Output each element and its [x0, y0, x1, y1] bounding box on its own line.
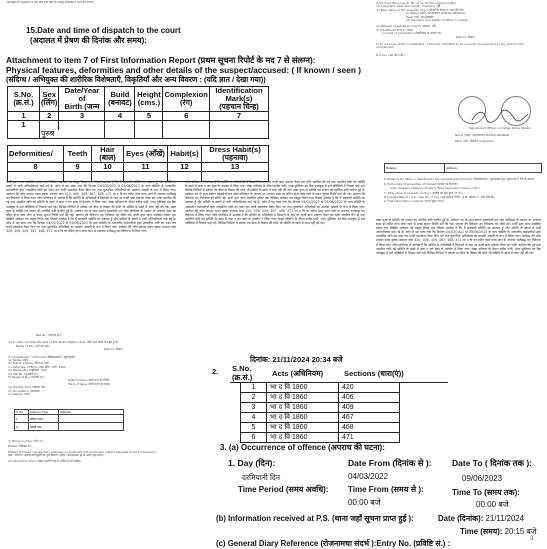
th-dress: Dress Habit(s) (पहनावा) — [202, 146, 269, 163]
date-from-value: 04/03/2022 — [348, 472, 389, 481]
date-from-label: Date From (दिनांक से ): — [348, 458, 432, 468]
item-15-title: 15.Date and time of dispatch to the court — [26, 26, 181, 35]
date-to-value: 09/06/2023 — [462, 474, 503, 483]
acts-table — [230, 364, 448, 383]
relation-table: Relation Address — [384, 163, 542, 173]
th-teeth: Teeth — [64, 146, 92, 163]
info-received-date: Date (दिनांक): 21/11/2024 — [438, 514, 524, 523]
officer-signature — [470, 108, 530, 124]
table-row: 6 भा द वि 1860 471 — [241, 433, 400, 443]
date-to-label: Date To ( दिनांक तक ): — [452, 458, 533, 468]
acts-th-sno: S.No.(क्र.सं.) — [230, 364, 270, 383]
day-value: दरमियानी दिन — [242, 473, 281, 482]
fir-text-column-3: उक्त कृत्य से समिति एवं शासन को आर्थिक क्षति कारित हुई है। आवेदन पत्र के साथ संलग्न दस्तावेजों एवं जाँच प्रतिवेदन के आधार पर अपराध सदर का घटित होना पाया जाने से प्रथम सूचना रिपोर्ट दर्ज की गई। प्रकरण की विवेचना उप निरीक्षक को सौंपी गई। प्रार्थी द्वारा थाना उपस्थित होकर एक लिखित आवेदन पत्र प्रस्तुत किया गया जिसमें उल्लेख है कि मैं सहकारी समिति का प्रबंधक हूँ और समिति के खातों में भारी अनियमितता पाई गई है। जाँच में यह पाया गया कि दिनांक 04/03/2022 से 09/06/2023 के मध्य समिति के तत्कालीन कर्मचारियों द्वारा शासकीय राशि का गबन कर फर्जी दस्तावेज तैयार किए गए तथा कूटरचित अभिलेखों का उपयोग असली के रूप में किया गया। आवेदन की जाँच उपरांत प्रथम दृष्टया अपराध धारा 420, 406, 409, 467, 468, 471 भा द वि का घटित होना पाया जाने से अपराध पंजीबद्ध कर विवेचना में लिया गया। जाँच प्रतिवेदन में उल्लेख है कि समिति के अभिलेखों में किसानों के नाम पर फर्जी ऋण प्रकरण तैयार कर राशि आहरित की गई तथा आहरित राशि को समिति के खाते में जमा न कर स्वयं के उपयोग में लिया गया। लेखा परीक्षण के दौरान स्टॉक पंजी, नगद पुस्तिका एवं बैंक पासबुक में दर्ज प्रविष्टियों में भिन्नता पाई गई। विभिन्न तिथियों में उर्वरक एवं बीज के विक्रय की राशि भी समिति के खाते में जमा नहीं की गई। — [376, 218, 541, 255]
th-sex: Sex (लिंग) — [40, 87, 59, 112]
th-deformities: Deformities/ — [8, 146, 64, 163]
th-habits: Habit(s) — [168, 146, 202, 163]
item-15-subtitle: (अदालत में प्रेषण की दिनांक और समय): — [30, 36, 147, 45]
col-num: 5 — [135, 112, 163, 121]
acts-number: 2. — [212, 367, 219, 376]
col-num: 12 — [168, 163, 202, 172]
cut-off-line: (अभियुक्त या अनुसंधान में पाए जाने वाले लोगों के विरुद्ध कार्यवाही न करने का कारण) — [6, 1, 94, 4]
table-row: 4 भा द वि 1860 467 — [241, 413, 400, 423]
accused-features-table — [7, 86, 269, 139]
th-hair: Hair (बाल) — [92, 146, 124, 163]
gd-reference-label: (c) General Diary Reference (रोजनामचा संदर्भ ):Entry No. (प्रविष्टि सं.) : — [216, 539, 451, 548]
table-row: 1 भा द वि 1860 420 — [241, 383, 400, 393]
col-num: 10 — [92, 163, 124, 172]
page-number: 3 — [530, 536, 534, 542]
time-from-label: Time From (समय से ): — [348, 485, 424, 494]
th-build: Build (बनावट) — [105, 87, 135, 112]
col-num: 8 — [8, 163, 64, 172]
col-num: 3 — [59, 112, 105, 121]
table-row: 2 भा द वि 1860 406 — [241, 393, 400, 403]
attachment-sub-hindi: (संदिग्ध / अभियुक्त की शारीरिक विशेषताएँ, विकृतियाँ और अन्य विवरण : (यदि ज्ञात / देखा गया)) — [6, 75, 266, 84]
complainant-details-2: (j) Phone number (फोन नं.): Mobile (मोबाइल सं.): Details of known / suspected / unknown accused with full particulars (attach separate sheet if necessary): ज्ञात / संदिग्ध / अज्ञात अभियुक्तों का पूर्ण विवरण, सहित (आवश्यकता हो तो अलग पृष्ठ लगाएं): Accused More Than (अज्ञात आरोपी एक से अधिक हो तो संख्या): — [8, 439, 157, 463]
th-eyes: Eyes (आँखें) — [124, 146, 168, 163]
col-num: 1 — [8, 112, 40, 121]
signature-label: Signature of Officer in charge, Police Station — [469, 126, 531, 130]
col-num: 4 — [105, 112, 135, 121]
occurrence-title: 3. (a) Occurrence of offence (अपराध की घटना): — [220, 443, 385, 452]
table-row: 5 भा द वि 1860 468 — [241, 423, 400, 433]
fir-text-column-1: प्रार्थी द्वारा थाना उपस्थित होकर एक लिखित आवेदन पत्र प्रस्तुत किया गया जिसमें उल्लेख है कि मैं सहकारी समिति का प्रबंधक हूँ और समिति के खातों में भारी अनियमितता पाई गई है। जाँच में यह पाया गया कि दिनांक 04/03/2022 से 09/06/2023 के मध्य समिति के तत्कालीन कर्मचारियों द्वारा शासकीय राशि का गबन कर फर्जी दस्तावेज तैयार किए गए तथा कूटरचित अभिलेखों का उपयोग असली के रूप में किया गया। आवेदन की जाँच उपरांत प्रथम दृष्टया अपराध धारा 420, 406, 409, 467, 468, 471 भा द वि का घटित होना पाया जाने से अपराध पंजीबद्ध कर विवेचना में लिया गया। जाँच प्रतिवेदन में उल्लेख है कि समिति के अभिलेखों में किसानों के नाम पर फर्जी ऋण प्रकरण तैयार कर राशि आहरित की गई तथा आहरित राशि को समिति के खाते में जमा न कर स्वयं के उपयोग में लिया गया। लेखा परीक्षण के दौरान स्टॉक पंजी, नगद पुस्तिका एवं बैंक पासबुक में दर्ज प्रविष्टियों में भिन्नता पाई गई। विभिन्न तिथियों में उर्वरक एवं बीज के विक्रय की राशि भी समिति के खाते में जमा नहीं की गई। उक्त कृत्य से समिति एवं शासन को आर्थिक क्षति कारित हुई है। आवेदन पत्र के साथ संलग्न दस्तावेजों एवं जाँच प्रतिवेदन के आधार पर अपराध सदर का घटित होना पाया जाने से प्रथम सूचना रिपोर्ट दर्ज की गई। प्रकरण की विवेचना उप निरीक्षक को सौंपी गई। प्रार्थी द्वारा थाना उपस्थित होकर एक लिखित आवेदन पत्र प्रस्तुत किया गया जिसमें उल्लेख है कि मैं सहकारी समिति का प्रबंधक हूँ और समिति के खातों में भारी अनियमितता पाई गई है। जाँच में यह पाया गया कि दिनांक 04/03/2022 से 09/06/2023 के मध्य समिति के तत्कालीन कर्मचारियों द्वारा शासकीय राशि का गबन कर फर्जी दस्तावेज तैयार किए गए तथा कूटरचित अभिलेखों का उपयोग असली के रूप में किया गया। आवेदन की जाँच उपरांत प्रथम दृष्टया अपराध धारा 420, 406, 409, 467, 468, 471 भा द वि का घटित होना पाया जाने से अपराध पंजीबद्ध कर विवेचना में लिया गया। — [6, 180, 176, 234]
th-height: Height (cms.) — [135, 87, 163, 112]
complaint-items: 5. Reasons for delay in reporting by the complainant/informant (शिकायतकर्ता / सूचनाकर्ता द्वारा सूचना देने में देरी के कारण): 6. Particulars of properties of interest (संपत्ति का विवरण): S.No. Property Category Property Type Description Value (in Rs.) 7. Total value of property (In Rs/-) (संपत्ति का कुल मूल्य (रु. में)): 8. Inquest Report / U.D. case No., if any (मृत्यु समीक्षा रिपोर्ट / यू.डी. प्रकरण न., यदि कोई हो): 9. First Information contents (प्रथम सूचना तथ्य): — [384, 177, 536, 204]
time-from-value: 00:00 बजे — [348, 498, 381, 507]
acts-th-acts: Acts (अधिनियम) — [270, 364, 342, 383]
item-15 — [26, 26, 181, 46]
info-received-label: (b) Information received at P.S. (थाना जहाँ सूचना प्राप्त हुई ): — [216, 514, 414, 523]
th-idmark: Identification Mark(s) (पहचान चिन्ह) — [209, 87, 268, 112]
attachment-section — [6, 55, 362, 85]
attachment-heading: Attachment to item 7 of First Information Report (प्रथम सूचना रिपोर्ट के मद 7 से संलग्न): — [6, 55, 316, 65]
row-sex: पुरुष — [40, 130, 105, 139]
day-label: 1. Day (दिन): — [228, 458, 276, 468]
acts-rows — [240, 382, 400, 443]
accused-features-table-2 — [7, 145, 269, 182]
th-complexion: Complexion (रंग) — [163, 87, 209, 112]
acts-th-sections: Sections (धारा(एं)) — [342, 364, 448, 383]
th-sno: S.No.(क्र.सं.) — [8, 87, 40, 112]
address-table: S.No. Address Type Address 1 वर्तमान पता ... 2 स्थायी पता ... — [14, 409, 124, 431]
col-num: 11 — [124, 163, 168, 172]
time-to-value: 00:00 बजे — [476, 500, 509, 509]
fir-text-column-2: जाँच प्रतिवेदन में उल्लेख है कि समिति के अभिलेखों में किसानों के नाम पर फर्जी ऋण प्रकरण तैयार कर राशि आहरित की गई तथा आहरित राशि को समिति के खाते में जमा न कर स्वयं के उपयोग में लिया गया। लेखा परीक्षण के दौरान स्टॉक पंजी, नगद पुस्तिका एवं बैंक पासबुक में दर्ज प्रविष्टियों में भिन्नता पाई गई। विभिन्न तिथियों में उर्वरक एवं बीज के विक्रय की राशि भी समिति के खाते में जमा नहीं की गई। उक्त कृत्य से समिति एवं शासन को आर्थिक क्षति कारित हुई है। आवेदन पत्र के साथ संलग्न दस्तावेजों एवं जाँच प्रतिवेदन के आधार पर अपराध सदर का घटित होना पाया जाने से प्रथम सूचना रिपोर्ट दर्ज की गई। प्रकरण की विवेचना उप निरीक्षक को सौंपी गई। प्रार्थी द्वारा थाना उपस्थित होकर एक लिखित आवेदन पत्र प्रस्तुत किया गया जिसमें उल्लेख है कि मैं सहकारी समिति का प्रबंधक हूँ और समिति के खातों में भारी अनियमितता पाई गई है। जाँच में यह पाया गया कि दिनांक 04/03/2022 से 09/06/2023 के मध्य समिति के तत्कालीन कर्मचारियों द्वारा शासकीय राशि का गबन कर फर्जी दस्तावेज तैयार किए गए तथा कूटरचित अभिलेखों का उपयोग असली के रूप में किया गया। आवेदन की जाँच उपरांत प्रथम दृष्टया अपराध धारा 420, 406, 409, 467, 468, 471 भा द वि का घटित होना पाया जाने से अपराध पंजीबद्ध कर विवेचना में लिया गया। जाँच प्रतिवेदन में उल्लेख है कि समिति के अभिलेखों में किसानों के नाम पर फर्जी ऋण प्रकरण तैयार कर राशि आहरित की गई तथा आहरित राशि को समिति के खाते में जमा न कर स्वयं के उपयोग में लिया गया। लेखा परीक्षण के दौरान स्टॉक पंजी, नगद पुस्तिका एवं बैंक पासबुक में दर्ज प्रविष्टियों में भिन्नता पाई गई। विभिन्न तिथियों में उर्वरक एवं बीज के विक्रय की राशि भी समिति के खाते में जमा नहीं की गई। — [185, 180, 365, 225]
col-num: 9 — [64, 163, 92, 172]
col-num: 6 — [163, 112, 209, 121]
table-row: 3 भा द वि 1860 409 — [241, 403, 400, 413]
officer-rank: Rank (पद): निरीक्षक (Inspector) — [455, 139, 495, 143]
complainant-details: Bail No. (जमानत सं.): (b) In case, out side the limit of this Police Station, then (यदि थाना सीमा के बाहर है तो) Name of P.S. (थाने का नाम): District (जिला): 4. Complainant / Informant (शिकायतकर्ता / सूचनाकर्ता): (a) Name (नाम): ... (b) Father's Name (पिता का नाम): (c) Date/Year of Birth (जन्म तिथि / वर्ष): 1984 (d) Nationality (राष्ट्रीयता): भारत (e) UID No. (यूआईडी सं.): (f) Passport No. (पासपोर्ट सं.): Date of Issue (जारी करने की तिथि): Place of Issue (जारी करने का स्थान): (g) Identity Card (पहचान पत्र): (h) Occupation (व्यवसाय): (i) Address (पता): — [8, 333, 124, 397]
info-received-time: Time (समय): 20:15 बजे — [460, 527, 537, 536]
col-num: 2 — [40, 112, 59, 121]
acts-date-line: दिनांक: 21/11/2024 20:34 बजे — [250, 355, 343, 364]
col-num: 7 — [209, 112, 268, 121]
row-sno: 1 — [8, 121, 40, 130]
col-num: 13 — [202, 163, 269, 172]
time-period-label: Time Period (समय अवधि): — [238, 485, 329, 494]
officer-name: Name (नाम): SATEESH KUMAR ANURAGI — [455, 133, 510, 137]
officer-section: if not more than one. Sr. No. of (a) for the original matter (a) Complaint made and Arrest / Summon: नहीं (b) Description of the property / Item (प्रोपर्टी के विवरण): गबन की राशि (c) Name (नाम): SATEESH KUMAR ANURAGI Rank (पद): सब-इंस्पेक्टर (d) Signature and details of officer in charge (e) Refused investigation due to (कारण): नहीं (f) Transferred to P.S. (थाना) on point of jurisdiction (क्षेत्राधिकार के आधार पर) District (जिला): F.I.R. read over to the complainant / informant, admitted to be correctly recorded and a copy given to the complainant R.O.A.C. (आर.ओ.ए.सी.): — [376, 1, 524, 57]
time-to-label: Time To (समय तक): — [452, 488, 520, 497]
th-dob: Date/Year of Birth (जन्म — [59, 87, 105, 112]
attachment-sub: Physical features, deformities and other details of the suspect/accused: ( If known / seen ) — [6, 65, 362, 75]
